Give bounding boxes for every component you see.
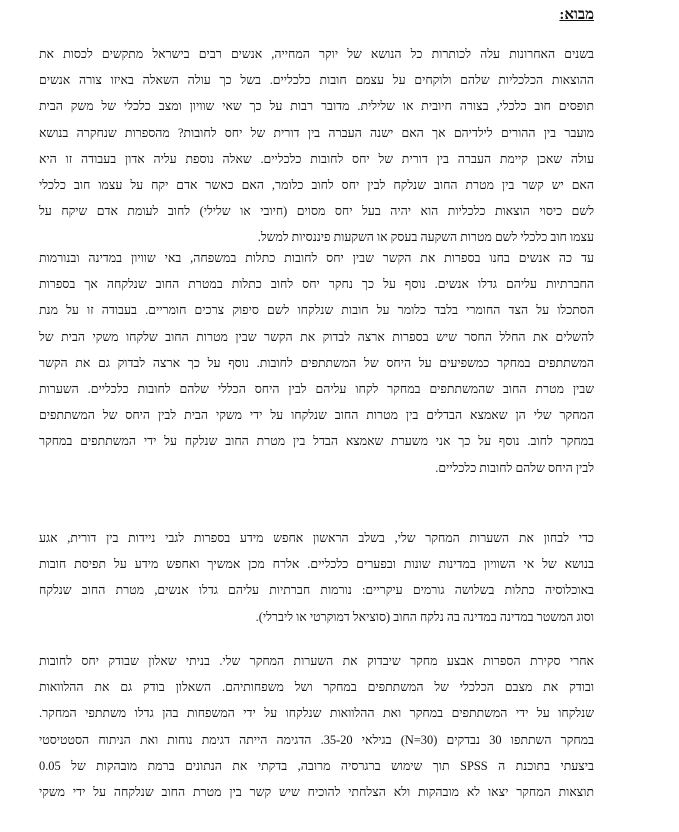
text-line: המחקר שלי הן שאמצא הבדלים בין מטרות החוב שנלקחו על ידי משקי הבית לבין היחס של המשתתפים [39,408,594,423]
text-line: לשם כיסוי הוצאות כלכליות הוא יהיה בעל יחס מסוים (חיובי או שלילי) לחוב לעומת אדם שיקח על [39,204,594,219]
paragraph-1 [39,41,594,251]
text-line: הסתכלו על הצד החומרי בלבד כלומר על חובות שנלקחו לשם סיפוק צרכים חומריים. בעבודה זו על מנת [39,303,594,318]
text-line: במחקר לחוב. נוסף על כך אני משערת שאמצא הבדל בין מטרת החוב שנלקח על ידי המשתתפים במחקר [39,434,594,449]
text-line: אחרי סקירת הספרות אבצע מחקר שיבדוק את השערות המחקר שלי. בניתי שאלון שבודק יחס לחובות [39,654,594,668]
text-line: עצמו חוב כלכלי לשם מטרות השקעה בעסק או השקעות פיננסיות למשל. [257,230,594,245]
text-line: בשנים האחרונות עלה לכותרות כל הנושא של יוקר המחייה, אנשים רבים בישראל מתקשים לכסות את [39,47,594,61]
paragraph-3 [39,525,594,630]
text-line: להשלים את החלל החסר שיש בספרות ארצה לבדוק את הקשר שבין מטרות החוב שלקחו משקי הבית של [39,329,594,344]
text-line: מועבר בין ההורים לילדיהם אך האם ישנה העברה בין דורית של יחס לחובות? מהספרות שנחקרה בנושא [39,125,594,140]
text-line: באוכלוסיה כתלות בשלושה גורמים עיקריים: נורמות חברתיות עליהם גדלו אנשים, מטרת החוב שנלקח [39,583,594,598]
text-line: ההוצאות הכלכליות שלהם ולוקחים על עצמם חובות כלכליים. בשל כך עולה השאלה באיזו צורה אנשים [39,73,594,88]
text-line: האם יש קשר בין מטרת החוב שנלקח לבין יחס לחוב כלומר, האם כאשר אדם יקח על עצמו חוב כלכלי [39,177,594,192]
text-line: עולה שאכן קיימת העברה בין דורית של יחס לחובות כלכליים. שאלה נוספת עליה אדון בעבודה זו היא [39,151,594,166]
text-line: שבין מטרת החוב שהמשתתפים במחקר לקחו עליהם לבין היחס הכללי שלהם לחובות כלכליים. השערות [39,381,594,396]
text-line: ובודק את מצבם הכלכלי של המשתתפים במחקר ושל משפחותיהם. השאלון בודק גם את ההלוואות [39,680,594,695]
text-line: וסוג המשטר במדינה במדינה בה נלקח החוב (סוציאל דמוקרטי או ליברלי). [255,609,594,624]
text-line: שנלקחו על ידי המשתתפים במחקר ואת ההלוואות שנלקחו על ידי המשפחות בהן גדלו משתתפי המחקר. [39,706,594,721]
paragraph-4 [39,648,594,805]
text-line: תופסים חוב כלכלי, בצורה חיובית או שלילית. מדובר רבות על כך שאי שוויון ומצב כלכלי של משק הבית [39,99,594,114]
section-heading: מבוא: [559,7,594,23]
text-line: כדי לבחון את השערות המחקר שלי, בשלב הראשון אחפש מידע בספרות לגבי ניידות בין דורית, אגע [39,531,594,545]
text-line: ביצעתי בתוכנת ה SPSS תוך שימוש ברגרסיה מרובה, בדקתי את הנתונים ברמת מובהקות של 0.05 [39,758,594,773]
paragraph-2 [39,245,594,481]
text-line: עד כה אנשים בחנו בספרות את הקשר שבין יחס לחובות כתלות במשפחה, באי שוויון במדינה ובנורמות [39,251,594,265]
text-line: לבין היחס שלהם לחובות כלכליים. [435,460,594,475]
text-line: המשתתפים במחקר כמשפיעים על היחס של המשתתפים לחובות. נוסף על כך ארצה לבדוק גם את הקשר [39,355,594,370]
text-line: תוצאות המחקר יצאו לא מובהקות ולא הצלחתי להוכיח שיש קשר בין מטרת החוב שנלקחה על ידי משקי [39,784,594,799]
text-line: בנושא של אי השוויון במדינות שונות ובפערים כלכליים. אלרח מכן אמשיך ואחפש מידע על תפיסת חובות [39,557,594,572]
text-line: במחקר השתתפו 30 נבדקים (N=30) בגילאי 35-20. הדגימה הייתה דגימת נוחות ואת הניתוח הסטטיסטי [39,732,594,747]
text-line: החברתיות עליהם גדלו אנשים. נוסף על כך נחקר יחס לחוב כתלות במטרת החוב שנלקחה אך בספרות [39,277,594,292]
